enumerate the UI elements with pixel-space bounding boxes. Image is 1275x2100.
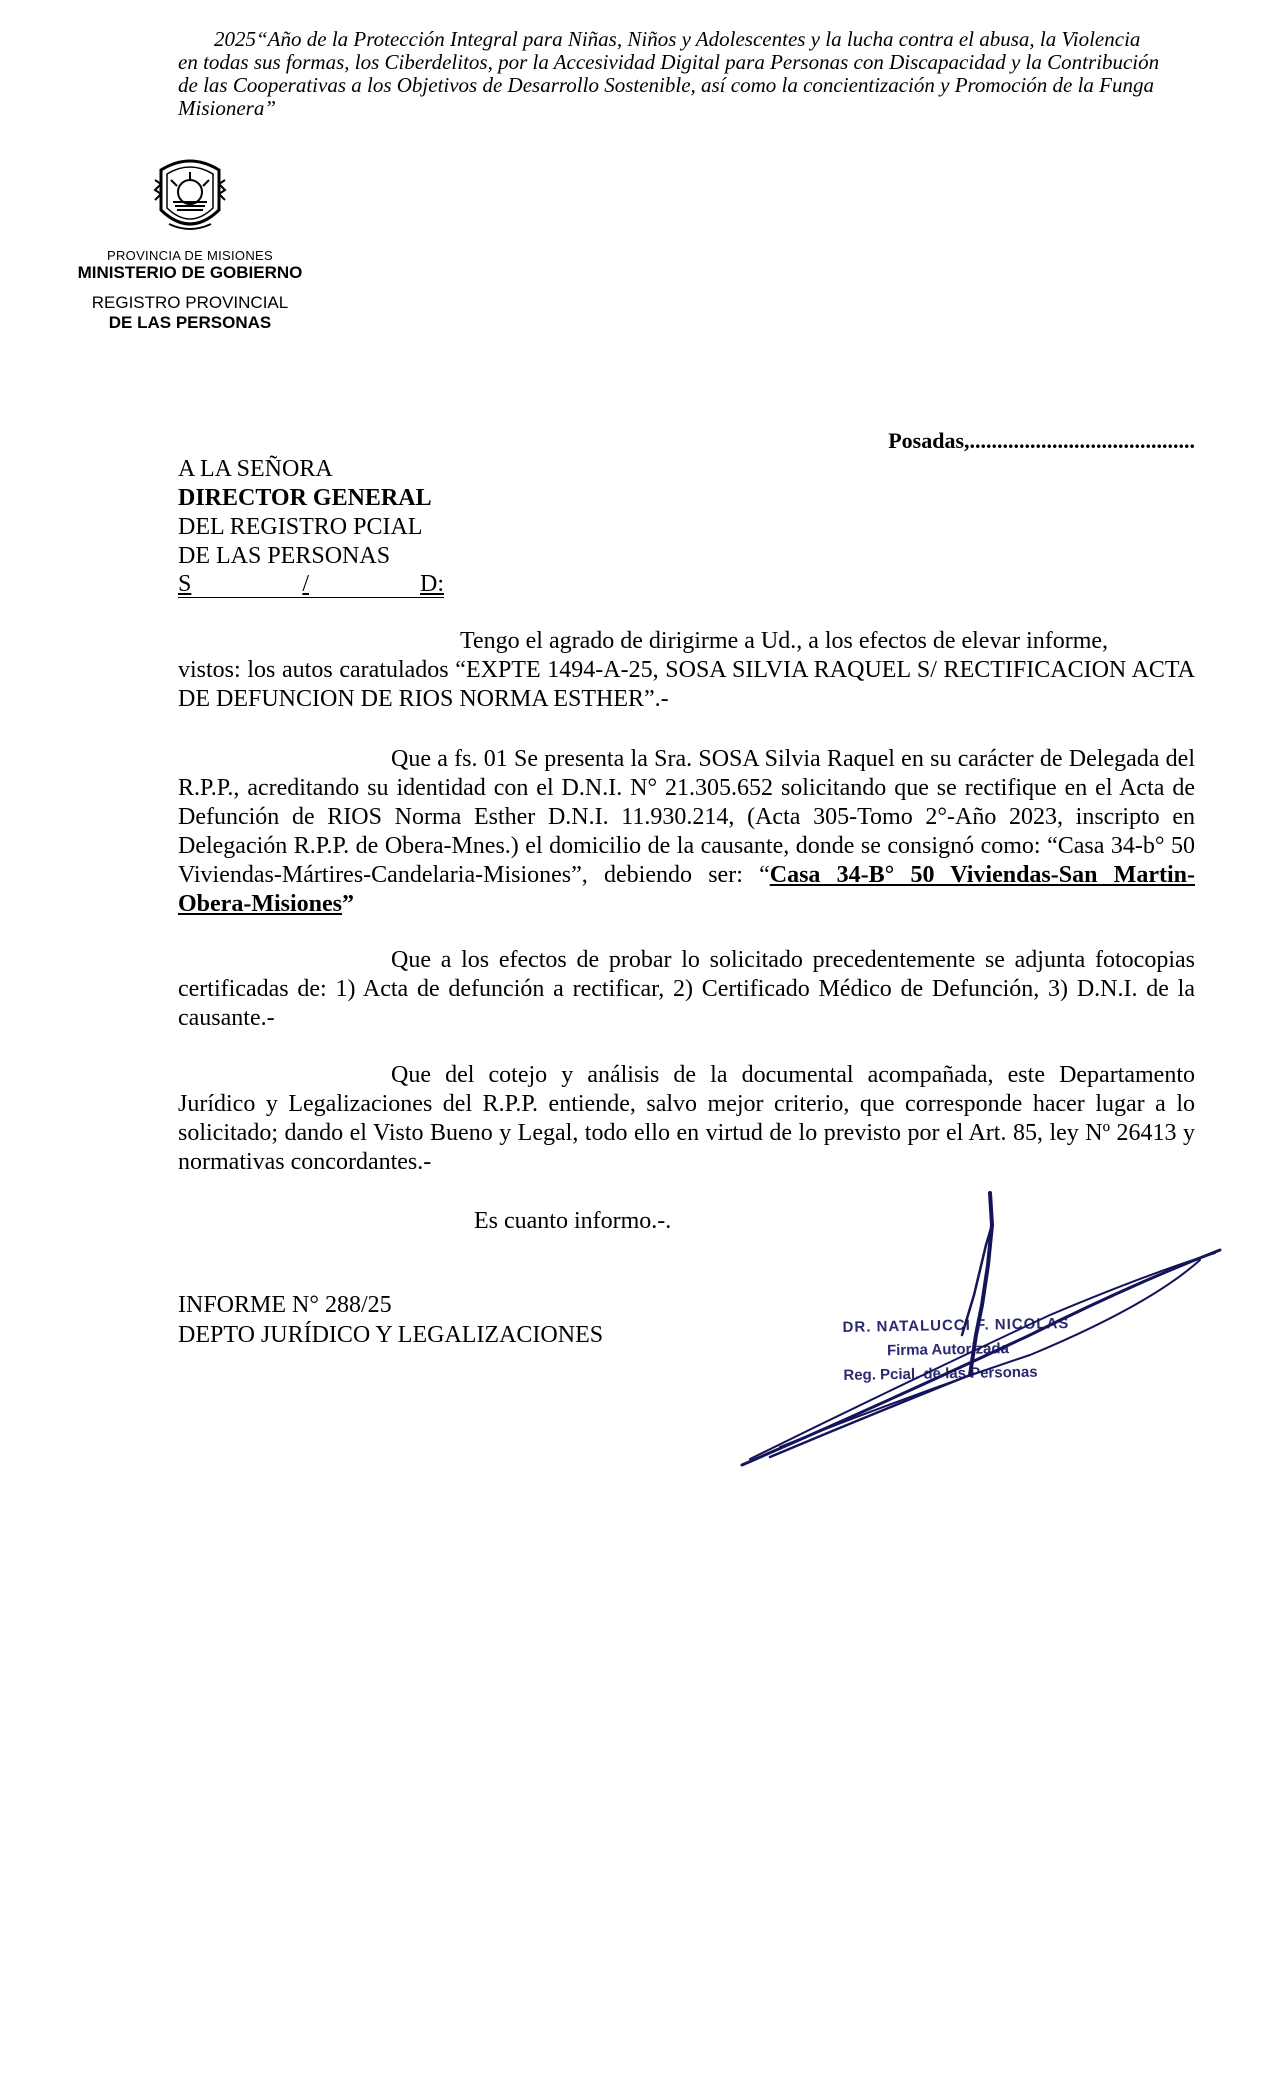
letterhead-province: PROVINCIA DE MISIONES — [107, 248, 273, 263]
paragraph-2-text: Que a fs. 01 Se presenta la Sra. SOSA Silvia Raquel en su carácter de Delegada del R.P.P., acreditando su identidad con el D.N.I. N° 21.305.652 solicitando que se rectifique en el Acta de Defunción de RIOS Norma Esther D.N.I. 11.930.214, (Acta 305-Tomo 2°-Año 2023, inscripto en Delegación R.P.P. de Obera-Mnes.) el domicilio de la causante, donde se consignó como: “Casa 34-b° 50 Viviendas-Mártires-Candelaria-Misiones”, debiendo ser: “ — [178, 746, 1195, 888]
report-info — [178, 1290, 603, 1350]
report-department: DEPTO JURÍDICO Y LEGALIZACIONES — [178, 1322, 604, 1348]
motto-line-4: Misionera” — [178, 96, 277, 120]
paragraph-2 — [178, 745, 1195, 919]
paragraph-1-rest: vistos: los autos caratulados “EXPTE 1494-A-25, SOSA SILVIA RAQUEL S/ RECTIFICACION ACTA DE DEFUNCION DE RIOS NORMA ESTHER”.- — [178, 657, 1195, 712]
registry-line-2 — [60, 313, 320, 333]
paragraph-4: Que del cotejo y análisis de la documental acompañada, este Departamento Jurídico y Legalizaciones del R.P.P. entiende, salvo mejor criterio, que corresponde hacer lugar a lo solicitado; dando el Visto Bueno y Legal, todo ello en virtud de lo previsto por el Art. 85, ley Nº 26413 y normativas concordantes.- — [178, 1062, 1195, 1175]
handwritten-signature-icon — [730, 1185, 1230, 1475]
motto-header — [178, 28, 1178, 120]
addressee-line-2: DIRECTOR GENERAL — [178, 485, 432, 511]
sd-slash: / — [302, 571, 310, 597]
stamp-line-3: Reg. Pcial. de las Personas — [843, 1363, 1038, 1384]
addressee-line-4: DE LAS PERSONAS — [178, 543, 391, 569]
registry-prefix: DE LAS — [108, 313, 176, 332]
paragraph-3: Que a los efectos de probar lo solicitado precedentemente se adjunta fotocopias certificadas de: 1) Acta de defunción a rectificar, 2) Certificado Médico de Defunción, 3) D.N.I. de la causante.- — [178, 947, 1195, 1031]
addressee-line-1: A LA SEÑORA — [178, 456, 333, 482]
date-line: Posadas,......................................... — [888, 428, 1195, 453]
letterhead — [60, 150, 320, 333]
registry-line-1: REGISTRO PROVINCIAL — [91, 293, 289, 312]
motto-line-3: de las Cooperativas a los Objetivos de Desarrollo Sostenible, así como la concientización y Promoción de la Funga — [178, 73, 1154, 97]
letterhead-ministry: MINISTERIO DE GOBIERNO — [77, 263, 303, 282]
addressee-block — [178, 455, 444, 598]
sd-s: S — [178, 571, 192, 597]
motto-line-1: 2025“Año de la Protección Integral para Niñas, Niños y Adolescentes y la lucha contra el abusa, la Violencia — [214, 27, 1141, 51]
sd-line — [178, 571, 444, 598]
letterhead-registry — [60, 293, 320, 333]
motto-line-2: en todas sus formas, los Ciberdelitos, por la Accesividad Digital para Personas con Discapacidad y la Contribución — [178, 50, 1160, 74]
sd-d: D: — [420, 571, 444, 597]
report-number: INFORME N° 288/25 — [178, 1292, 392, 1318]
registry-bold: PERSONAS — [175, 313, 272, 332]
paragraph-2-end: ” — [341, 891, 354, 917]
closing-line: Es cuanto informo.-. — [474, 1208, 672, 1234]
addressee-line-3: DEL REGISTRO PCIAL — [178, 514, 423, 540]
paragraph-1-first-line: Tengo el agrado de dirigirme a Ud., a los efectos de elevar informe, — [460, 628, 1109, 654]
paragraph-2-highlight: Casa 34-B° 50 Viviendas-San Martin-Obera-Misiones — [178, 862, 1195, 917]
stamp-line-1: DR. NATALUCCI F. NICOLAS — [842, 1315, 1070, 1336]
paragraph-1 — [178, 627, 1195, 714]
stamp-line-2: Firma Autorizada — [886, 1340, 1010, 1360]
provincial-seal-icon — [151, 150, 229, 240]
